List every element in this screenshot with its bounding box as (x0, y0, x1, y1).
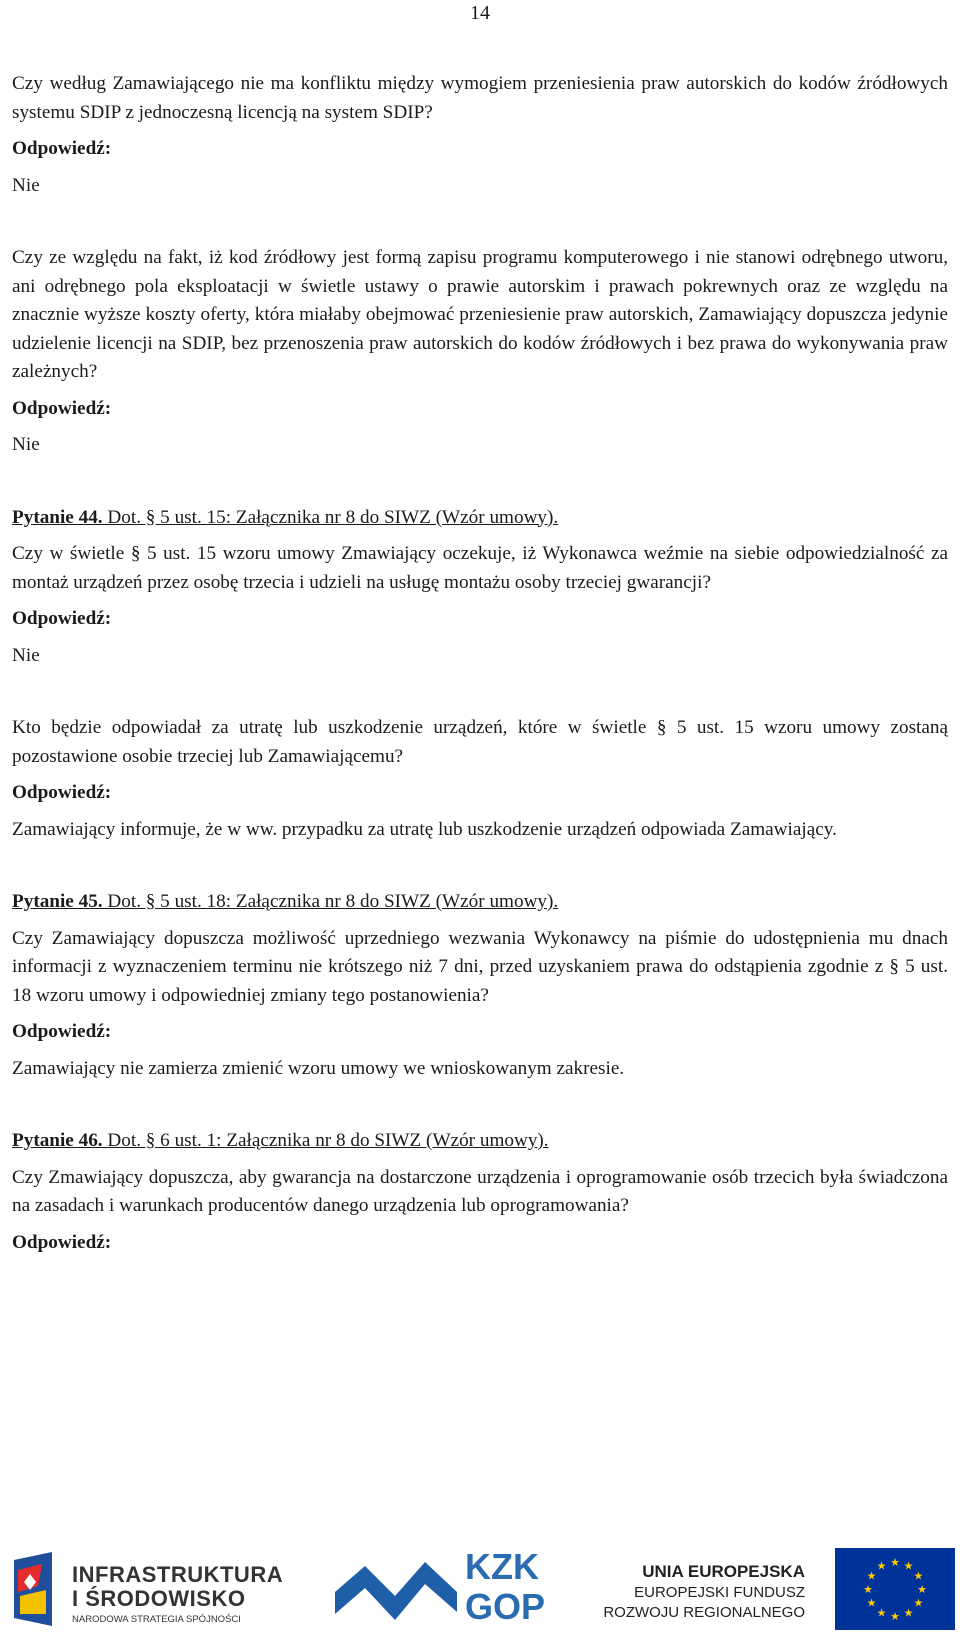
eu-star-icon: ★ (903, 1607, 914, 1620)
footer-logos (0, 1540, 960, 1633)
question-number: Pytanie 44. (12, 506, 103, 528)
question-number: Pytanie 46. (12, 1130, 103, 1151)
question-reference: Dot. § 6 ust. 1: Załącznika nr 8 do SIWZ (Wzór umowy). (102, 1130, 549, 1151)
answer-text: Nie (12, 644, 40, 666)
infrastruktura-line1: INFRASTRUKTURA (72, 1562, 284, 1587)
question-text: Czy Zamawiający dopuszcza możliwość uprzedniego wezwania Wykonawcy na piśmie do udostępnienia mu dnach informacji z wyznaczeniem terminu nie krótszego niż 7 dni, przed uzyskaniem prawa do odstąpienia zgodnie z § 5 ust. 18 wzoru umowy i odpowiedniej zmiany tego postanowienia? (12, 927, 948, 1006)
eu-star-icon: ★ (903, 1560, 914, 1573)
paragraph-gap (12, 460, 948, 504)
eu-star-icon: ★ (876, 1560, 887, 1573)
eu-star-icon: ★ (917, 1584, 927, 1596)
eu-flag-icon (835, 1548, 955, 1630)
eu-star-icon: ★ (913, 1570, 924, 1583)
question-text: Kto będzie odpowiadał za utratę lub uszkodzenie urządzeń, które w świetle § 5 ust. 15 wzoru umowy zostaną pozostawione osobie trzeciej lub Zamawiającemu? (12, 717, 948, 767)
eu-star-icon: ★ (866, 1570, 877, 1583)
paragraph-gap (12, 1083, 948, 1127)
answer-text: Zamawiający nie zamierza zmienić wzoru umowy we wnioskowanym zakresie. (12, 1057, 625, 1079)
page-number: 14 (470, 2, 490, 24)
question-text: Czy ze względu na fakt, iż kod źródłowy jest formą zapisu programu komputerowego i nie stanowi odrębnego utworu, ani odrębnego pola eksploatacji w świetle ustawy o prawie autorskim i prawach pokrewnych oraz ze względu na znacznie wyższe koszty oferty, która miałaby obejmować przeniesienie praw autorskich, Zamawiający dopuszcza jedynie udzielenie licencji na SDIP, bez przenoszenia praw autorskich do kodów źródłowych i bez prawa do wykonywania praw zależnych? (12, 247, 948, 382)
question-number: Pytanie 45. (12, 891, 103, 912)
kzk-gop-logo (335, 1546, 570, 1631)
kzk-text: KZK (465, 1546, 539, 1587)
paragraph-gap (12, 844, 948, 888)
eu-star-icon: ★ (863, 1584, 873, 1596)
question-reference: Dot. § 5 ust. 15: Załącznika nr 8 do SIWZ (Wzór umowy). (102, 506, 559, 528)
question-heading (12, 504, 948, 533)
answer-text: Nie (12, 434, 40, 455)
kzk-wave-icon (335, 1552, 457, 1624)
question-reference: Dot. § 5 ust. 18: Załącznika nr 8 do SIWZ (Wzór umowy). (102, 891, 559, 912)
answer-label: Odpowiedź: (12, 397, 112, 419)
gop-text: GOP (465, 1586, 546, 1627)
question-text: Czy według Zamawiającego nie ma konfliktu między wymogiem przeniesienia praw autorskich do kodów źródłowych systemu SDIP z jednoczesną licencją na system SDIP? (12, 73, 948, 123)
answer-label: Odpowiedź: (12, 782, 112, 803)
eu-star-icon: ★ (876, 1607, 887, 1620)
answer-text: Zamawiający informuje, że w ww. przypadku za utratę lub uszkodzenie urządzeń odpowiada Zamawiający. (12, 818, 837, 840)
document-body (12, 70, 948, 1257)
infrastruktura-mark-icon (12, 1552, 64, 1626)
question-heading (12, 888, 948, 917)
eu-logo (603, 1548, 955, 1630)
paragraph-gap (12, 200, 948, 244)
eu-star-icon: ★ (890, 1611, 900, 1623)
question-text: Czy w świetle § 5 ust. 15 wzoru umowy Zmawiający oczekuje, iż Wykonawca weźmie na siebie odpowiedzialność za montaż urządzeń przez osobę trzecia i udzieli na usługę montażu osoby trzeciej gwarancji? (12, 543, 948, 593)
answer-label: Odpowiedź: (12, 608, 112, 629)
question-heading (12, 1127, 948, 1156)
infrastruktura-line3: NARODOWA STRATEGIA SPÓJNOŚCI (72, 1614, 241, 1625)
paragraph-gap (12, 670, 948, 714)
eu-star-icon: ★ (866, 1597, 877, 1610)
question-text: Czy Zmawiający dopuszcza, aby gwarancja na dostarczone urządzenia i oprogramowanie osób trzecich była świadczona na zasadach i warunkach producentów danego urządzenia lub oprogramowania? (12, 1166, 948, 1216)
answer-label: Odpowiedź: (12, 1231, 112, 1253)
answer-label: Odpowiedź: (12, 1021, 112, 1042)
answer-label: Odpowiedź: (12, 138, 112, 159)
eu-star-icon: ★ (890, 1557, 900, 1569)
eu-line3: ROZWOJU REGIONALNEGO (603, 1604, 805, 1621)
eu-line2: EUROPEJSKI FUNDUSZ (634, 1584, 805, 1601)
answer-text: Nie (12, 174, 40, 196)
eu-line1: UNIA EUROPEJSKA (642, 1562, 805, 1581)
infrastruktura-line2: I ŚRODOWISKO (72, 1586, 246, 1611)
eu-star-icon: ★ (913, 1597, 924, 1610)
infrastruktura-logo (12, 1548, 284, 1630)
